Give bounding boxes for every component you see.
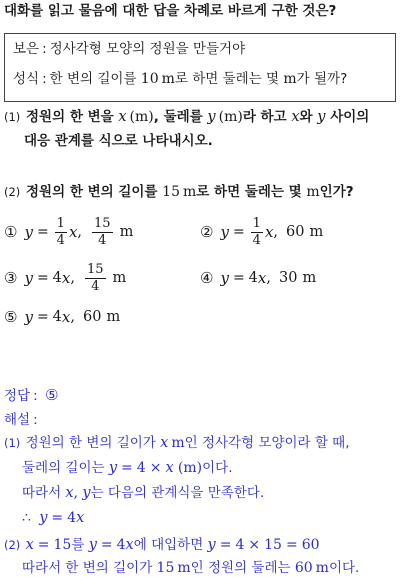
equals-sign: = bbox=[100, 537, 113, 553]
explanation-text: 에 대입하면 bbox=[133, 537, 204, 553]
explanation-text: 따라서 한 변의 길이가 bbox=[22, 560, 153, 576]
fraction-denominator: 4 bbox=[98, 232, 107, 248]
speaker-colon: : bbox=[42, 41, 47, 57]
question-text: 와 bbox=[299, 109, 313, 125]
dialogue-box bbox=[4, 33, 396, 102]
math-number: 60 bbox=[286, 224, 305, 240]
unit-label: m bbox=[161, 71, 175, 87]
unit-label: (m) bbox=[129, 109, 154, 125]
fraction-coefficient bbox=[55, 217, 67, 248]
math-number: 4 bbox=[116, 537, 126, 553]
comma: , bbox=[77, 224, 83, 240]
fraction-numerator: 15 bbox=[94, 215, 111, 231]
explanation-text: 는 다음의 관계식을 만족한다. bbox=[90, 485, 265, 501]
question-part-2 bbox=[4, 183, 354, 201]
math-number: 30 bbox=[278, 270, 298, 286]
math-number: 4 bbox=[52, 309, 62, 325]
equals-sign: = bbox=[36, 309, 49, 325]
fraction-denominator: 4 bbox=[91, 278, 100, 294]
question-text: 인가? bbox=[319, 184, 354, 200]
math-number: 10 bbox=[140, 71, 159, 87]
speaker-name: 보은 bbox=[13, 41, 40, 57]
part-number: (1) bbox=[4, 436, 21, 450]
answer-value: ⑤ bbox=[44, 386, 59, 404]
question-text: 라 하고 bbox=[242, 109, 287, 125]
comma: , bbox=[266, 270, 271, 286]
unit-label: m bbox=[171, 435, 185, 451]
question-text: 사이의 bbox=[330, 109, 370, 125]
choice-mark: ① bbox=[4, 223, 18, 241]
therefore-symbol: ∴ bbox=[22, 510, 31, 526]
math-variable: x bbox=[165, 460, 174, 476]
math-variable: y bbox=[220, 223, 229, 241]
fraction-coefficient bbox=[251, 217, 263, 248]
math-variable: y bbox=[39, 510, 48, 526]
explanation-text: 인 정사각형 모양이라 할 때, bbox=[184, 435, 350, 451]
question-text: 로 하면 둘레는 몇 bbox=[196, 184, 302, 200]
math-number: 60 bbox=[294, 560, 313, 576]
unit-label: m bbox=[306, 184, 320, 200]
comma: , bbox=[70, 309, 75, 325]
math-number: 15 bbox=[162, 184, 180, 200]
part-number: (2) bbox=[4, 185, 21, 199]
math-number: 4 bbox=[67, 510, 77, 526]
times-sign: × bbox=[149, 460, 162, 476]
equals-sign: = bbox=[51, 510, 64, 526]
explanation-text: 따라서 bbox=[22, 485, 62, 501]
math-variable: y bbox=[207, 109, 216, 125]
math-variable: x bbox=[65, 485, 74, 501]
answer-colon: : bbox=[33, 388, 38, 404]
equals-sign: = bbox=[37, 537, 50, 553]
equals-sign: = bbox=[285, 537, 298, 553]
math-number: 4 bbox=[248, 270, 258, 286]
speaker-colon: : bbox=[42, 71, 47, 87]
math-variable: y bbox=[220, 269, 229, 287]
equals-sign: = bbox=[219, 537, 232, 553]
choice-5 bbox=[4, 299, 120, 335]
math-number: 15 bbox=[156, 560, 175, 576]
dialogue-text: 로 하면 둘레는 몇 bbox=[174, 71, 280, 87]
math-number: 4 bbox=[136, 460, 146, 476]
dialogue-line-seongsik bbox=[13, 70, 347, 88]
dialogue-text: 한 변의 길이를 bbox=[49, 71, 137, 87]
choice-1 bbox=[4, 214, 133, 250]
explanation-text: 이다. bbox=[202, 460, 233, 476]
choice-2 bbox=[200, 214, 323, 250]
choice-mark: ⑤ bbox=[4, 308, 18, 326]
dialogue-text: 정사각형 모양의 정원을 만들거야 bbox=[49, 41, 246, 57]
equals-sign: = bbox=[232, 270, 245, 286]
math-number: 60 bbox=[82, 309, 102, 325]
math-variable: y bbox=[24, 308, 33, 326]
fraction-numerator: 1 bbox=[56, 215, 65, 231]
choice-4 bbox=[200, 260, 316, 296]
explanation-text: 인 정원의 둘레는 bbox=[190, 560, 291, 576]
question-text: 정원의 한 변을 bbox=[26, 109, 114, 125]
math-variable: x bbox=[25, 537, 34, 553]
math-variable: y bbox=[82, 485, 91, 501]
math-variable: y bbox=[108, 460, 118, 476]
explanation-label bbox=[4, 411, 41, 429]
question-stem: 대화를 읽고 물음에 대한 답을 차례로 바르게 구한 것은? bbox=[4, 3, 337, 19]
explanation-title: 해설 bbox=[4, 412, 31, 428]
equals-sign: = bbox=[232, 224, 245, 240]
math-number: 15 bbox=[264, 537, 282, 553]
part-number: (2) bbox=[4, 538, 21, 552]
unit-label: m bbox=[106, 309, 121, 325]
choice-mark: ② bbox=[200, 223, 214, 241]
part-number: (1) bbox=[4, 110, 21, 124]
explanation-part-2-line-1 bbox=[4, 536, 320, 554]
unit-label: m bbox=[309, 224, 324, 240]
unit-label: m bbox=[177, 560, 191, 576]
explanation-part-2-line-2 bbox=[22, 559, 359, 577]
choice-mark: ③ bbox=[4, 269, 18, 287]
comma: , bbox=[70, 270, 75, 286]
explanation-part-1-line-3 bbox=[22, 484, 264, 502]
comma: , bbox=[273, 224, 279, 240]
math-number: 4 bbox=[52, 270, 62, 286]
explanation-text: 정원의 한 변의 길이가 bbox=[25, 435, 156, 451]
unit-label: m bbox=[315, 560, 329, 576]
unit-label: m bbox=[302, 270, 317, 286]
explanation-part-1-line-1 bbox=[4, 434, 350, 452]
equals-sign: = bbox=[121, 460, 133, 476]
math-variable: x bbox=[125, 537, 134, 553]
math-number: 15 bbox=[53, 537, 72, 553]
explanation-text: 둘레의 길이는 bbox=[22, 460, 105, 476]
math-variable: x bbox=[76, 510, 85, 526]
answer-line bbox=[4, 386, 65, 405]
fraction-numerator: 15 bbox=[86, 261, 104, 277]
explanation-text: 이다. bbox=[328, 560, 360, 576]
unit-label: (m) bbox=[218, 109, 243, 125]
math-variable: x bbox=[257, 269, 267, 287]
fraction-numerator: 1 bbox=[252, 215, 261, 231]
question-part-1-continued: 대응 관계를 식으로 나타내시오. bbox=[24, 133, 213, 149]
math-variable: x bbox=[264, 223, 274, 241]
math-variable: x bbox=[160, 435, 169, 451]
math-variable: x bbox=[61, 308, 71, 326]
unit-label: m bbox=[283, 71, 297, 87]
unit-label: m bbox=[112, 270, 127, 286]
fraction-denominator: 4 bbox=[252, 232, 261, 248]
equals-sign: = bbox=[36, 270, 49, 286]
math-variable: y bbox=[207, 537, 216, 553]
math-variable: y bbox=[317, 109, 326, 125]
times-sign: × bbox=[248, 537, 261, 553]
question-text: 정원의 한 변의 길이를 bbox=[26, 184, 158, 200]
answer-label: 정답 bbox=[4, 388, 31, 404]
explanation-colon: : bbox=[33, 412, 38, 428]
unit-label: (m) bbox=[177, 460, 203, 476]
unit-label: m bbox=[119, 224, 134, 240]
unit-label: m bbox=[183, 184, 197, 200]
fraction-length bbox=[92, 217, 113, 248]
dialogue-text: 가 될까? bbox=[296, 71, 348, 87]
math-variable: y bbox=[88, 537, 97, 553]
math-variable: x bbox=[291, 109, 300, 125]
equals-sign: = bbox=[36, 224, 49, 240]
explanation-part-1-line-2 bbox=[22, 459, 233, 477]
comma: , bbox=[73, 485, 79, 501]
choice-mark: ④ bbox=[200, 269, 214, 287]
math-number: 4 bbox=[235, 537, 245, 553]
math-variable: x bbox=[68, 223, 78, 241]
math-variable: x bbox=[61, 269, 71, 287]
fraction-denominator: 4 bbox=[56, 232, 65, 248]
question-text: , 둘레를 bbox=[153, 109, 203, 125]
fraction-length bbox=[85, 263, 106, 294]
question-part-1 bbox=[4, 108, 369, 126]
speaker-name: 성식 bbox=[13, 71, 40, 87]
explanation-part-1-line-4 bbox=[22, 509, 84, 527]
math-variable: y bbox=[24, 223, 33, 241]
math-variable: y bbox=[24, 269, 33, 287]
math-variable: x bbox=[118, 109, 127, 125]
math-number: 60 bbox=[301, 537, 320, 553]
choice-3 bbox=[4, 260, 126, 296]
explanation-text: 를 bbox=[71, 537, 85, 553]
dialogue-line-boeun bbox=[13, 40, 245, 58]
